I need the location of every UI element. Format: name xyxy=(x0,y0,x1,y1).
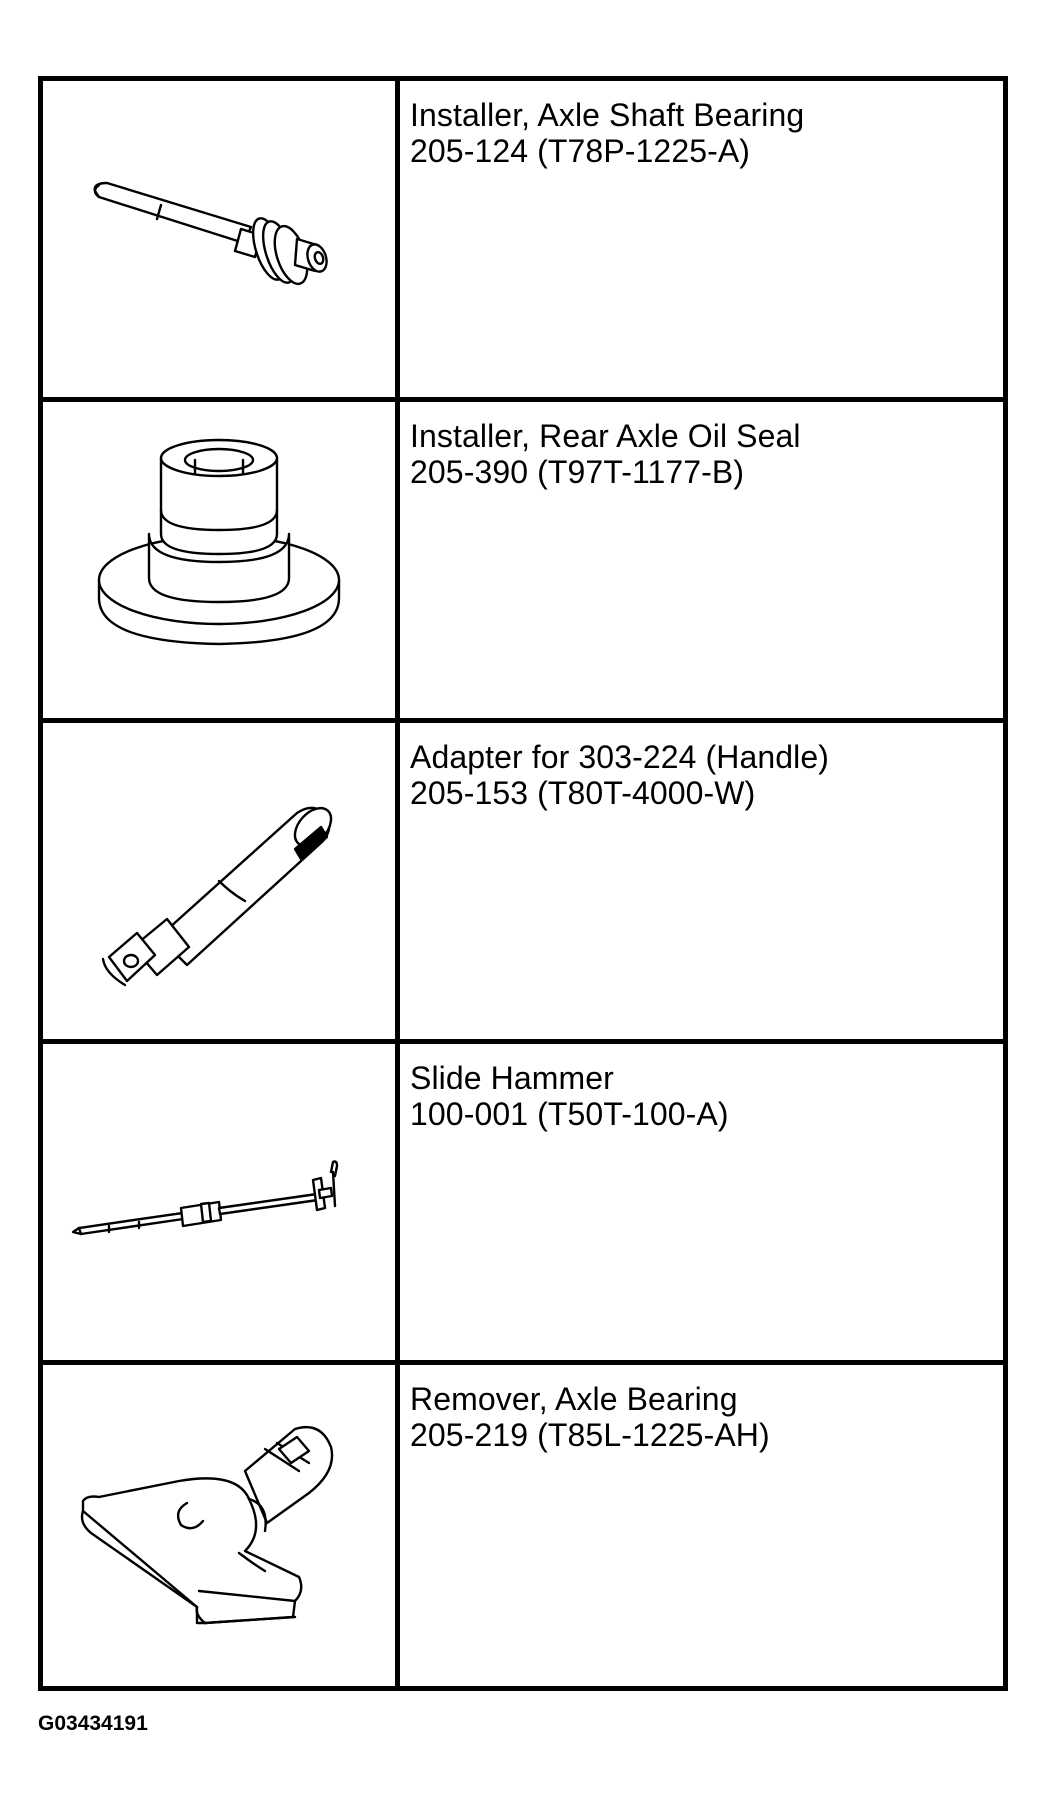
tool-number: 205-219 (T85L-1225-AH) xyxy=(410,1417,770,1453)
oil-seal-installer-icon xyxy=(69,430,369,690)
tool-name: Remover, Axle Bearing xyxy=(410,1381,738,1417)
tool-illustration-cell xyxy=(43,402,400,723)
tool-description-cell xyxy=(400,723,1003,1044)
tool-name: Slide Hammer xyxy=(410,1060,614,1096)
axle-bearing-remover-icon xyxy=(69,1401,369,1651)
tool-number: 205-124 (T78P-1225-A) xyxy=(410,133,751,169)
handle-adapter-icon xyxy=(69,761,369,1001)
tool-name: Adapter for 303-224 (Handle) xyxy=(410,739,830,775)
tool-number: 205-153 (T80T-4000-W) xyxy=(410,775,756,811)
tool-description-cell xyxy=(400,1044,1003,1365)
tool-illustration-cell xyxy=(43,81,400,402)
figure-id: G03434191 xyxy=(38,1712,148,1735)
tool-description-cell xyxy=(400,1365,1003,1686)
tool-illustration-cell xyxy=(43,1365,400,1686)
tool-illustration-cell xyxy=(43,723,400,1044)
axle-shaft-bearing-installer-icon xyxy=(69,139,369,339)
tool-name: Installer, Axle Shaft Bearing xyxy=(410,97,805,133)
tool-number: 100-001 (T50T-100-A) xyxy=(410,1096,729,1132)
tool-number: 205-390 (T97T-1177-B) xyxy=(410,454,745,490)
tool-description-cell xyxy=(400,402,1003,723)
tool-description-cell xyxy=(400,81,1003,402)
tool-name: Installer, Rear Axle Oil Seal xyxy=(410,418,801,454)
tool-illustration-cell xyxy=(43,1044,400,1365)
special-tools-table xyxy=(38,76,1008,1691)
slide-hammer-icon xyxy=(69,1142,369,1262)
